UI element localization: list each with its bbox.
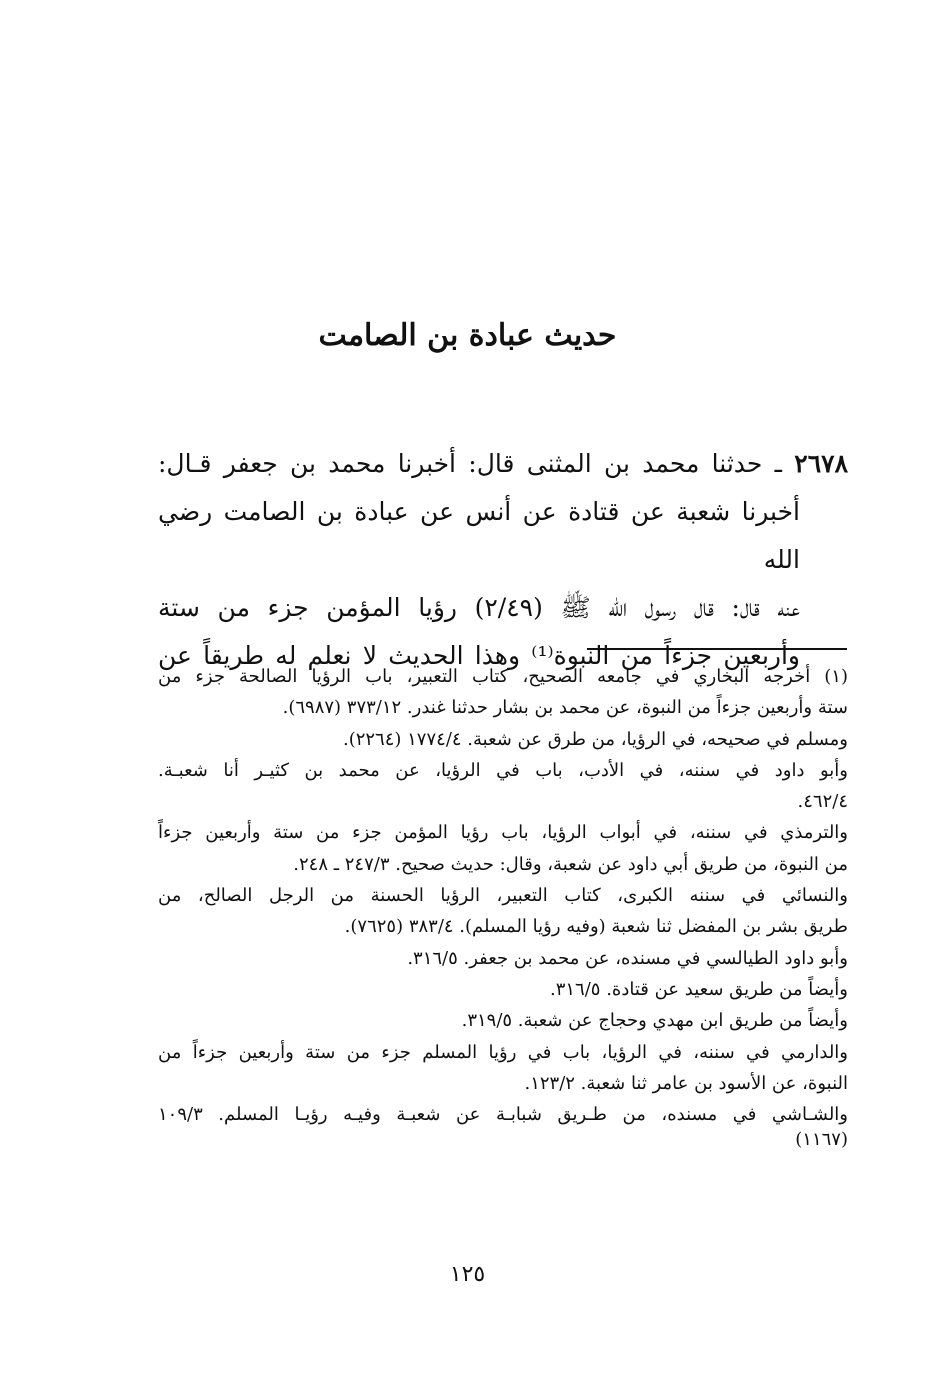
footnote-line: وأيضاً من طريق ابن مهدي وحجاج عن شعبة. ٣١٩/٥. bbox=[461, 1010, 848, 1032]
footnotes bbox=[158, 661, 848, 1151]
footnote-line: ومسلم في صحيحه، في الرؤيا، من طرق عن شعبة. ١٧٧٤/٤ (٢٢٦٤). bbox=[342, 728, 848, 750]
hadith-line: عنه قال: قال رسول الله ﷺ (٢/٤٩) رؤيا المؤمن جزء من ستة bbox=[158, 593, 800, 622]
hadith-line bbox=[158, 440, 848, 488]
footnote-line: وأبو داود في سننه، في الأدب، باب في الرؤيا، عن محمد بن كثيـر أنا شعبـة. bbox=[158, 759, 848, 781]
footnote-line-cut: (١١٦٧) bbox=[795, 1129, 848, 1151]
page-number: ١٢٥ bbox=[449, 1262, 486, 1287]
footnote-line: وأيضاً من طريق سعيد عن قتادة. ٣١٦/٥. bbox=[549, 978, 848, 1000]
footnote-line: النبوة، عن الأسود بن عامر ثنا شعبة. ١٢٣/٢. bbox=[524, 1072, 848, 1094]
footnote-line: والنسائي في سننه الكبرى، كتاب التعبير، الرؤيا الحسنة من الرجل الصالح، من bbox=[158, 885, 848, 907]
footnote-line: والشـاشي في مسنده، من طـريق شبابـة عن شعبـة وفيـه رؤيـا المسلم. ١٠٩/٣ bbox=[158, 1104, 848, 1126]
footnote-divider bbox=[587, 648, 847, 650]
footnote-line: ٤٦٢/٤. bbox=[797, 791, 848, 813]
hadith-text bbox=[158, 440, 848, 680]
footnote-line: طريق بشر بن المفضل ثنا شعبة (وفيه رؤيا المسلم). ٣٨٣/٤ (٧٦٢٥). bbox=[344, 916, 848, 938]
hadith-line-text: ـ حدثنا محمد بن المثنى قال: أخبرنا محمد بن جعفر قـال: bbox=[158, 449, 782, 478]
hadith-number: ٢٦٧٨ bbox=[794, 449, 848, 478]
footnote-line: والدارمي في سننه، في الرؤيا، باب في رؤيا المسلم جزء من ستة وأربعين جزءاً من bbox=[158, 1041, 848, 1063]
footnote-line: ستة وأربعين جزءاً من النبوة، عن محمد بن بشار حدثنا غندر. ٣٧٣/١٢ (٦٩٨٧). bbox=[282, 697, 848, 719]
footnote-line: وأبو داود الطيالسي في مسنده، عن محمد بن جعفر. ٣١٦/٥. bbox=[407, 947, 848, 969]
footnote-line: (١) أخرجه البخاري في جامعه الصحيح، كتاب التعبير، باب الرؤيا الصالحة جزء من bbox=[158, 666, 848, 687]
footnote-line: من النبوة، من طريق أبي داود عن شعبة، وقال: حديث صحيح. ٢٤٧/٣ ـ ٢٤٨. bbox=[293, 853, 848, 875]
footnote-line: والترمذي في سننه، في أبواب الرؤيا، باب رؤيا المؤمن جزء من ستة وأربعين جزءاً bbox=[158, 822, 848, 844]
page-title: حديث عبادة بن الصامت bbox=[318, 318, 617, 353]
hadith-line: أخبرنا شعبة عن قتادة عن أنس عن عبادة بن الصامت رضي الله bbox=[158, 497, 800, 574]
hadith-line: وأربعين جزءاً من النبوة⁽¹⁾ وهذا الحديث لا نعلم له طريقاً عن bbox=[158, 641, 800, 670]
